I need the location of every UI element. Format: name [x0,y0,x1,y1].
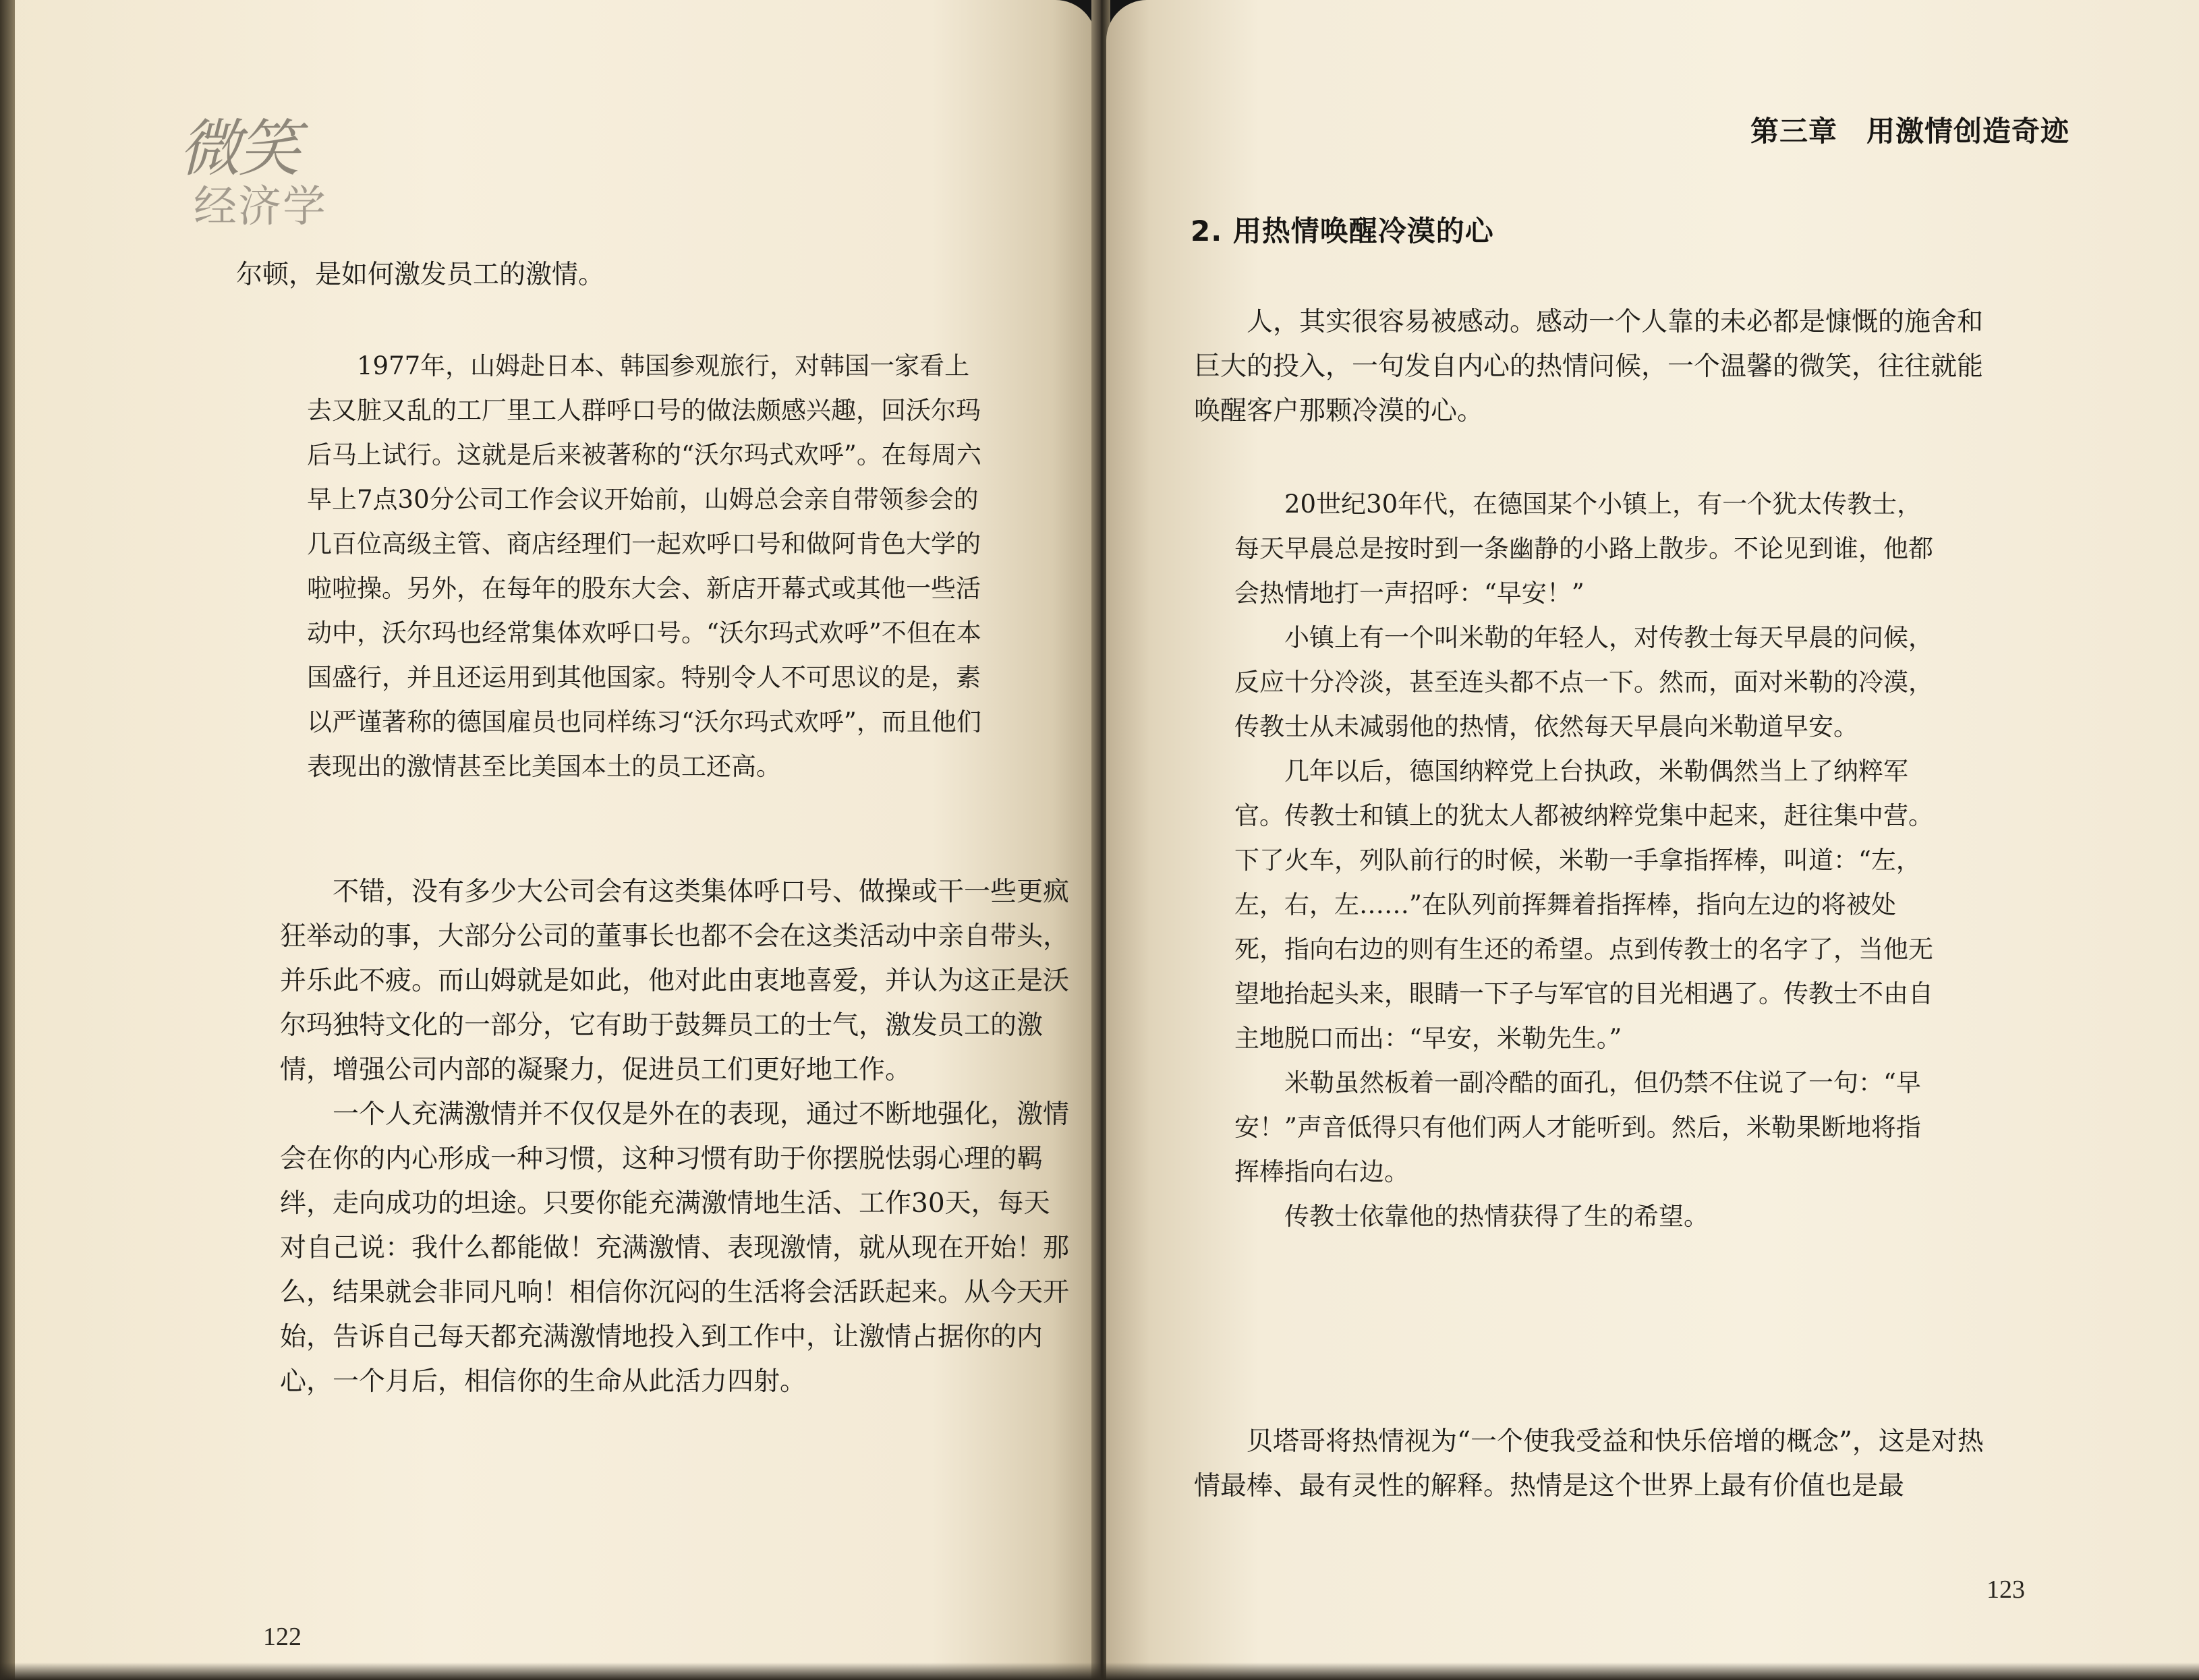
bottom-page-edge [0,1662,2199,1680]
intro-paragraph: 人，其实很容易被感动。感动一个人靠的未必都是慷慨的施舍和巨大的投入，一句发自内心的热情问候，一个温馨的微笑，往往就能唤醒客户那颗冷漠的心。 [1194,307,1984,426]
quote-paragraph: 传教士依靠他的热情获得了生的希望。 [1284,1202,1709,1231]
right-intro-block [1194,300,1990,434]
quote-paragraph: 小镇上有一个叫米勒的年轻人，对传教士每天早晨的问候，反应十分冷淡，甚至连头都不点一下。然而，面对米勒的冷漠，传教士从未减弱他的热情，依然每天早晨向米勒道早安。 [1234,623,1933,741]
book-logo-bottom-text: 经济学 [194,182,327,232]
right-quote-block [1234,482,1936,1239]
left-page-edge [0,0,15,1680]
body-paragraph: 一个人充满激情并不仅仅是外在的表现，通过不断地强化，激情会在你的内心形成一种习惯，这种习惯有助于你摆脱怯弱心理的羁绊，走向成功的坦途。只要你能充满激情地生活、工作30天，每天对自己说：我什么都能做！充满激情、表现激情，就从现在开始！那么，结果就会非同凡响！相信你沉闷的生活将会活跃起来。从今天开始，告诉自己每天都充满激情地投入到工作中，让激情占据你的内心，一个月后，相信你的生命从此活力四射。 [280,1099,1070,1397]
quote-paragraph: 1977年，山姆赴日本、韩国参观旅行，对韩国一家看上去又脏又乱的工厂里工人群呼口号的做法颇感兴趣，回沃尔玛后马上试行。这就是后来被著称的“沃尔玛式欢呼”。在每周六早上7点30分公司工作会议开始前，山姆总会亲自带领参会的几百位高级主管、商店经理们一起欢呼口号和做阿肯色大学的啦啦操。另外，在每年的股东大会、新店开幕式或其他一些活动中，沃尔玛也经常集体欢呼口号。“沃尔玛式欢呼”不但在本国盛行，并且还运用到其他国家。特别令人不可思议的是，素以严谨著称的德国雇员也同样练习“沃尔玛式欢呼”，而且他们表现出的激情甚至比美国本土的员工还高。 [307,351,981,781]
book-logo-top-text: 微笑 [179,113,298,185]
page-number-left: 122 [263,1623,302,1651]
carry-line: 尔顿，是如何激发员工的激情。 [236,260,605,290]
quote-paragraph: 20世纪30年代，在德国某个小镇上，有一个犹太传教士，每天早晨总是按时到一条幽静的小路上散步。不论见到谁，他都会热情地打一声招呼：“早安！” [1234,490,1933,608]
right-closing-block [1194,1420,1990,1509]
left-carry-text [236,253,1046,297]
quote-paragraph: 几年以后，德国纳粹党上台执政，米勒偶然当上了纳粹军官。传教士和镇上的犹太人都被纳粹党集中起来，赶往集中营。下了火车，列队前行的时候，米勒一手拿指挥棒，叫道：“左，左，右，左……”在队列前挥舞着指挥棒，指向左边的将被处死，指向右边的则有生还的希望。点到传教士的名字了，当他无望地抬起头来，眼睛一下子与军官的目光相遇了。传教士不由自主地脱口而出：“早安，米勒先生。” [1234,757,1933,1053]
page-number-right: 123 [1987,1575,2025,1604]
body-paragraph: 不错，没有多少大公司会有这类集体呼口号、做操或干一些更疯狂举动的事，大部分公司的董事长也都不会在这类活动中亲自带头，并乐此不疲。而山姆就是如此，他对此由衷地喜爱，并认为这正是沃尔玛独特文化的一部分，它有助于鼓舞员工的士气，激发员工的激情，增强公司内部的凝聚力，促进员工们更好地工作。 [280,877,1070,1085]
book-logo [179,113,347,239]
left-body-block [280,870,1069,1404]
quote-paragraph: 米勒虽然板着一副冷酷的面孔，但仍禁不住说了一句：“早安！”声音低得只有他们两人才能听到。然后，米勒果断地将指挥棒指向右边。 [1234,1068,1921,1186]
closing-paragraph: 贝塔哥将热情视为“一个使我受益和快乐倍增的概念”，这是对热情最棒、最有灵性的解释。热情是这个世界上最有价值也是最 [1194,1426,1984,1501]
left-quote-block [307,344,988,789]
running-head: 第三章 用激情创造奇迹 [1750,115,2070,148]
left-page [0,0,1096,1680]
section-title: 2. 用热情唤醒冷漠的心 [1191,214,1494,248]
